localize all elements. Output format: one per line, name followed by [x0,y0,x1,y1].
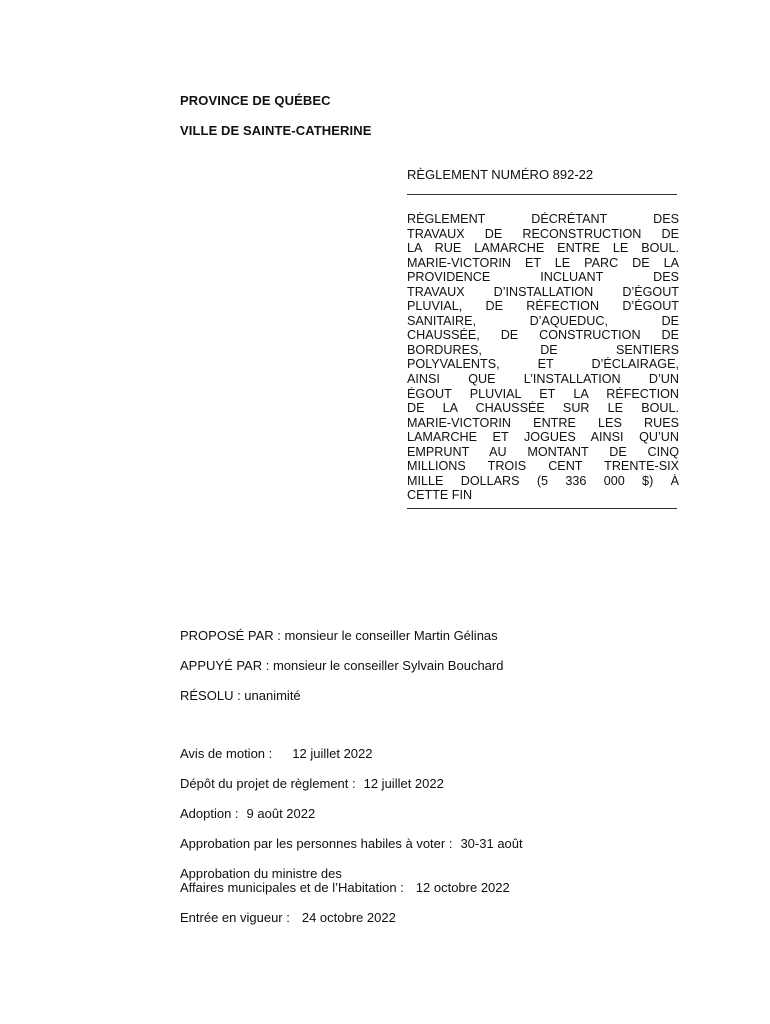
rule-bottom [407,508,677,509]
ministre-label: Affaires municipales et de l’Habitation : [180,880,404,895]
title-line: LA RUE LAMARCHE ENTRE LE BOUL. [407,241,679,256]
title-line: POLYVALENTS, ET D’ÉCLAIRAGE, [407,357,679,372]
resolu: RÉSOLU : unanimité [180,688,301,703]
title-line: MARIE-VICTORIN ET LE PARC DE LA [407,255,679,270]
title-line: LAMARCHE ET JOGUES AINSI QU’UN [407,430,679,445]
depot-value: 12 juillet 2022 [363,776,444,791]
rule-top [407,194,677,195]
reglement-title [407,212,679,503]
ville-heading: VILLE DE SAINTE-CATHERINE [180,123,372,138]
adoption-label: Adoption : [180,806,239,821]
adoption [180,806,315,821]
reglement-number: RÈGLEMENT NUMÉRO 892-22 [407,167,594,182]
approbation-label: Approbation par les personnes habiles à voter : [180,836,453,851]
approbation-value: 30-31 août [460,836,523,851]
avis-de-motion [180,746,373,761]
title-line: PLUVIAL, DE RÉFECTION D’ÉGOUT [407,299,679,314]
depot-projet [180,776,444,791]
adoption-value: 9 août 2022 [246,806,316,821]
title-line: TRAVAUX D’INSTALLATION D’ÉGOUT [407,284,679,299]
vigueur-value: 24 octobre 2022 [301,910,396,925]
title-line: TRAVAUX DE RECONSTRUCTION DE [407,226,679,241]
title-line: MILLIONS TROIS CENT TRENTE-SIX [407,459,679,474]
title-line: RÈGLEMENT DÉCRÉTANT DES [407,212,679,226]
title-line: MILLE DOLLARS (5 336 000 $) À [407,473,679,488]
ministre-value: 12 octobre 2022 [415,880,510,895]
title-line: CHAUSSÉE, DE CONSTRUCTION DE [407,328,679,343]
approbation-ministre-line1: Approbation du ministre des [180,866,342,881]
propose-par: PROPOSÉ PAR : monsieur le conseiller Martin Gélinas [180,628,498,643]
title-line: DE LA CHAUSSÉE SUR LE BOUL. [407,401,679,416]
vigueur-label: Entrée en vigueur : [180,910,290,925]
entree-en-vigueur [180,910,396,925]
title-line: MARIE-VICTORIN ENTRE LES RUES [407,415,679,430]
approbation-electeurs [180,836,523,851]
approbation-ministre [180,880,510,895]
title-line: PROVIDENCE INCLUANT DES [407,270,679,285]
avis-label: Avis de motion : [180,746,273,761]
title-line: EMPRUNT AU MONTANT DE CINQ [407,444,679,459]
appuye-par: APPUYÉ PAR : monsieur le conseiller Sylvain Bouchard [180,658,504,673]
title-line: BORDURES, DE SENTIERS [407,342,679,357]
title-line: AINSI QUE L’INSTALLATION D’UN [407,372,679,387]
avis-value: 12 juillet 2022 [292,746,373,761]
title-line: CETTE FIN [407,488,473,503]
province-heading: PROVINCE DE QUÉBEC [180,93,331,108]
title-line: ÉGOUT PLUVIAL ET LA RÉFECTION [407,386,679,401]
depot-label: Dépôt du projet de règlement : [180,776,356,791]
title-line: SANITAIRE, D’AQUEDUC, DE [407,313,679,328]
